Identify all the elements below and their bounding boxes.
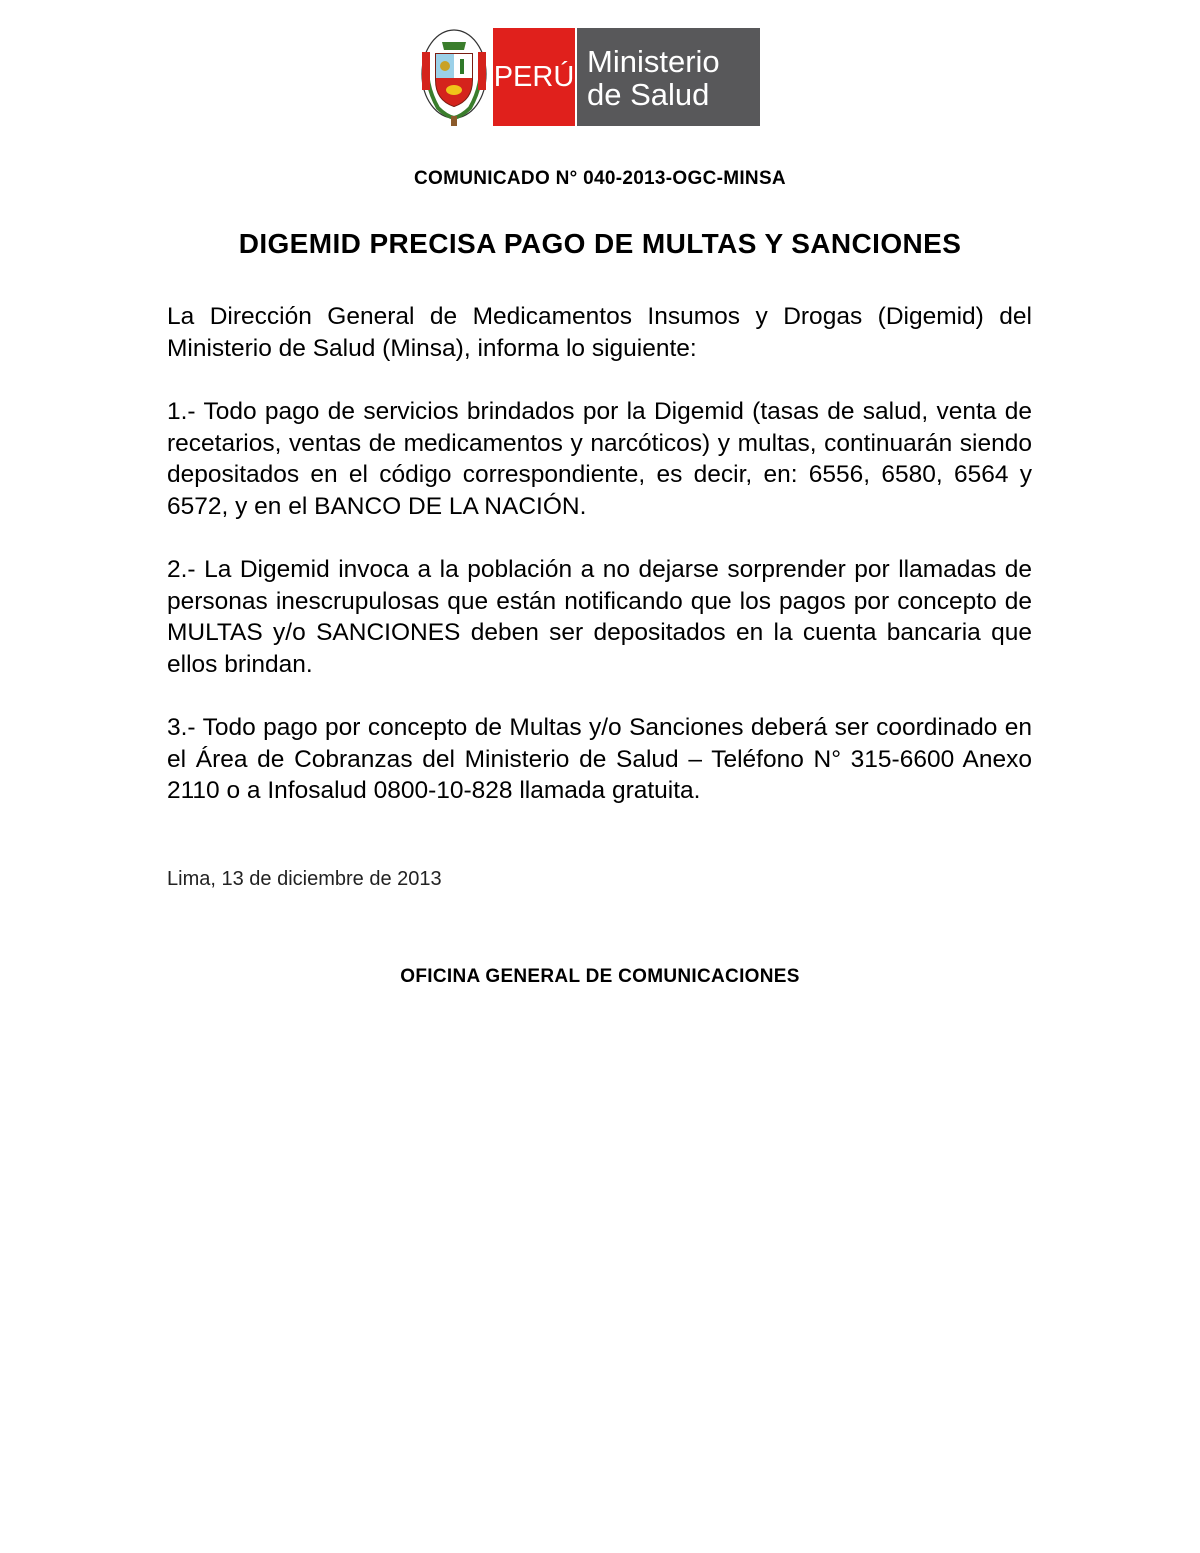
peru-coat-of-arms-icon (420, 28, 488, 127)
document-title: DIGEMID PRECISA PAGO DE MULTAS Y SANCIONES (238, 228, 962, 259)
ministry-name-line-1: Ministerio (587, 44, 720, 79)
peru-brand-block: PERÚ (493, 28, 575, 126)
ministry-name-block (577, 28, 760, 126)
intro-paragraph: La Dirección General de Medicamentos Insumos y Drogas (Digemid) del Ministerio de Salud (Minsa), informa lo siguiente: (167, 303, 1032, 362)
item-1-paragraph: 1.- Todo pago de servicios brindados por la Digemid (tasas de salud, venta de recetarios, ventas de medicamentos y narcóticos) y multas, continuarán siendo depositados en el código correspondiente, es decir, en: 6556, 6580, 6564 y 6572, y en el BANCO DE LA NACIÓN. (167, 398, 1032, 520)
date-line: Lima, 13 de diciembre de 2013 (167, 868, 442, 890)
item-2-paragraph: 2.- La Digemid invoca a la población a no dejarse sorprender por llamadas de personas inescrupulosas que están notificando que los pagos por concepto de MULTAS y/o SANCIONES deben ser depositados en la cuenta bancaria que ellos brindan. (167, 556, 1032, 678)
office-signature: OFICINA GENERAL DE COMUNICACIONES (400, 966, 800, 987)
minsa-logo (420, 28, 762, 127)
item-3-paragraph: 3.- Todo pago por concepto de Multas y/o Sanciones deberá ser coordinado en el Área de Cobranzas del Ministerio de Salud – Teléfono N° 315-6600 Anexo 2110 o a Infosalud 0800-10-828 llamada gratuita. (167, 714, 1032, 804)
communique-code: COMUNICADO N° 040-2013-OGC-MINSA (414, 168, 786, 189)
ministry-name-line-2: de Salud (587, 77, 710, 112)
